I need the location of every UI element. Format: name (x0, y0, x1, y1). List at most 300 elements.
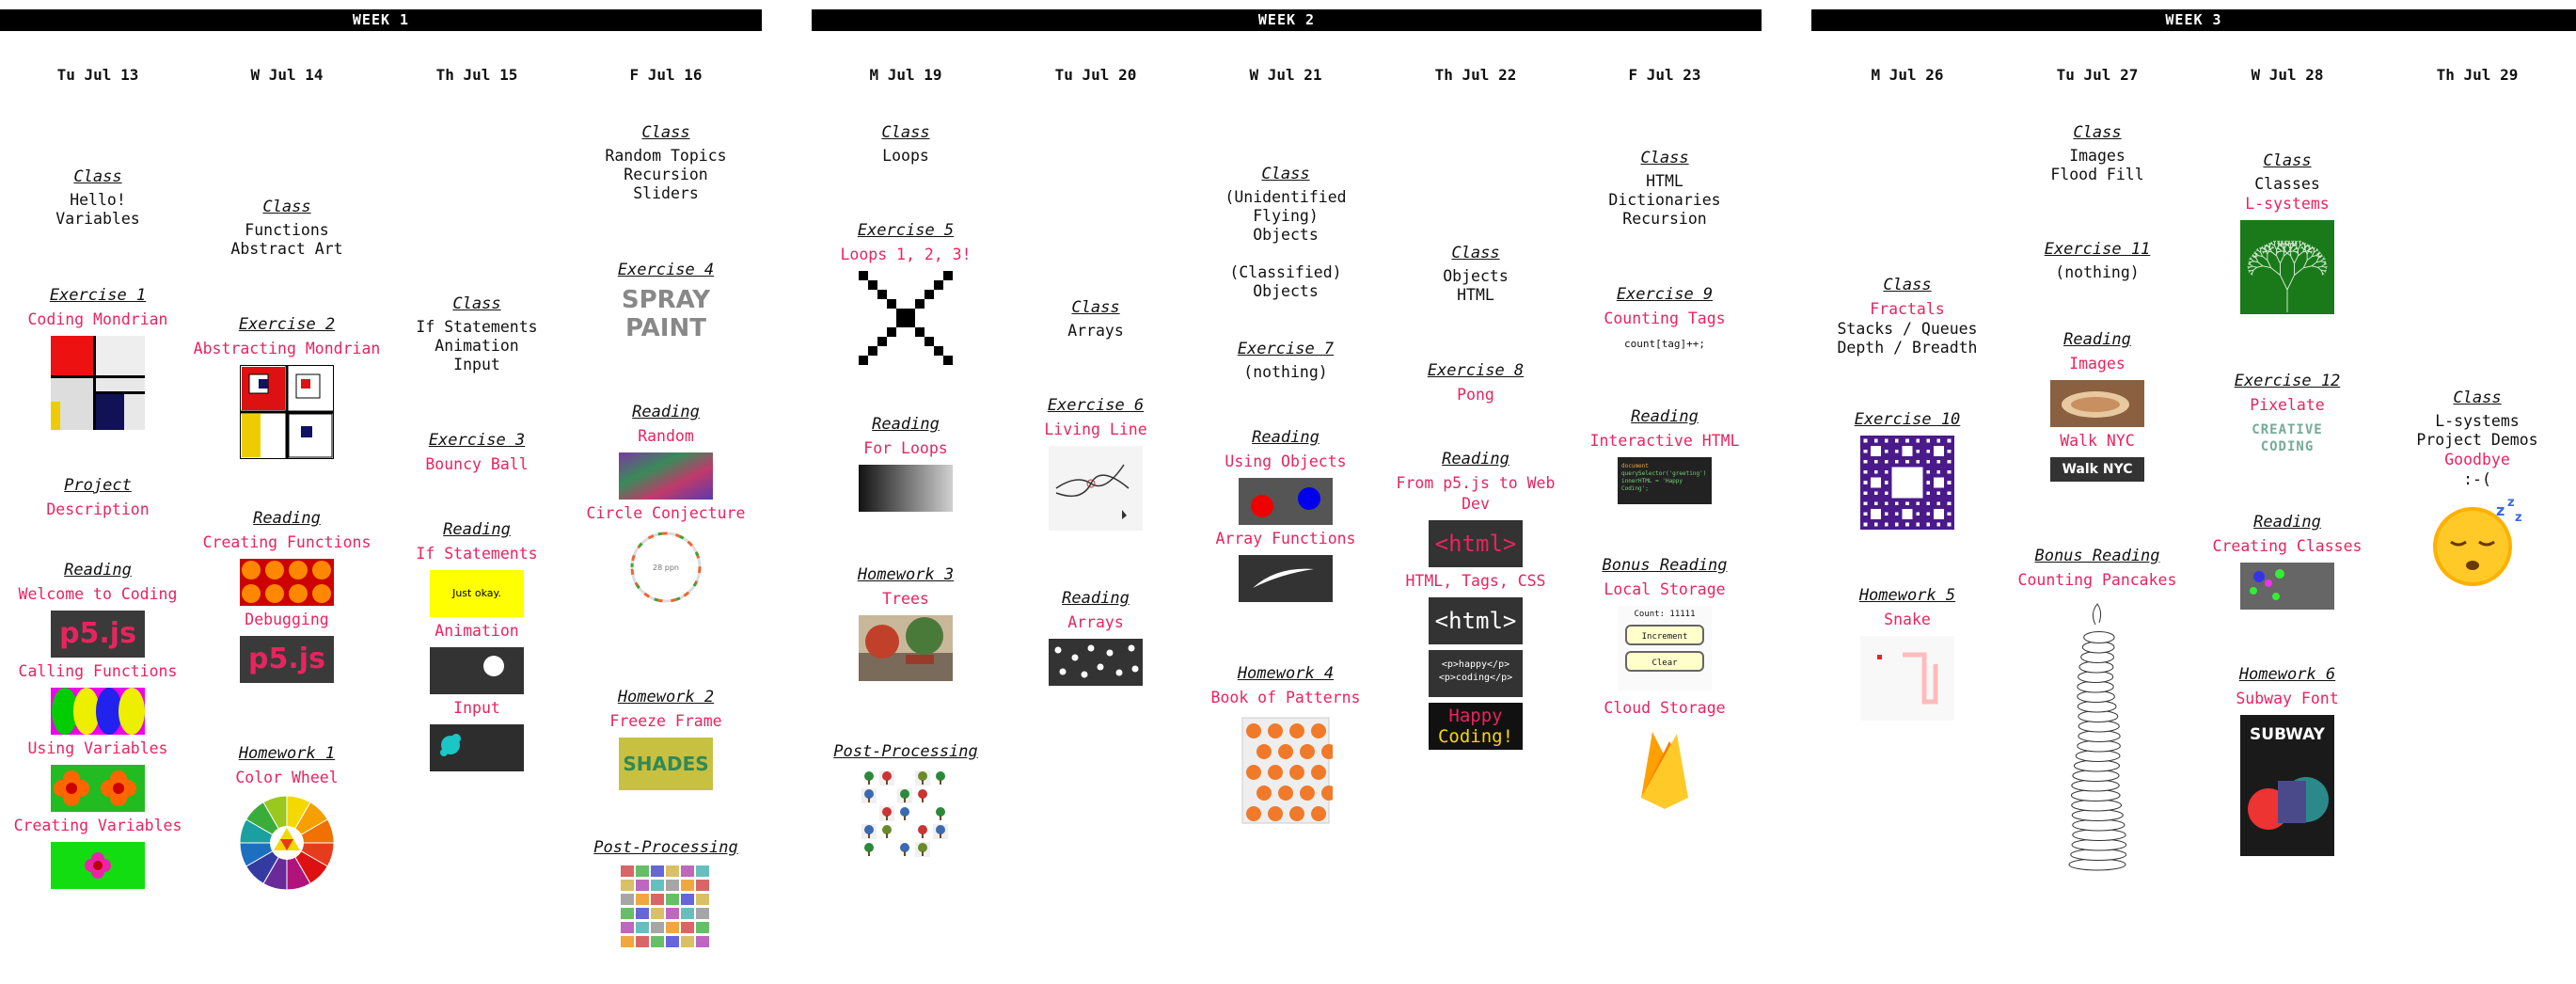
reading-block (812, 414, 1000, 512)
homework-block (2193, 664, 2381, 856)
happy-coding-thumbnail[interactable] (1429, 703, 1523, 750)
carpet-hole (1874, 523, 1878, 527)
stripe (943, 465, 945, 512)
branch (2271, 247, 2273, 248)
trees-photo-thumbnail[interactable] (859, 615, 953, 681)
carpet-hole (1905, 460, 1909, 464)
class-topic: Random Topics (605, 147, 727, 165)
class-link[interactable]: Class (881, 123, 930, 142)
walk-nyc-logo[interactable]: Walk NYC (2050, 457, 2144, 482)
exercise-block (1813, 409, 2001, 530)
svg-text:z: z (2507, 496, 2515, 510)
carpet-hole (1885, 491, 1889, 495)
spray-text: SPRAY (621, 286, 711, 314)
stripe (868, 465, 870, 512)
carpet-hole (1948, 481, 1952, 484)
pixelate-thumbnail[interactable] (2240, 421, 2334, 463)
homework-link[interactable]: Book of Patterns (1210, 689, 1361, 706)
class-link[interactable]: Class (262, 198, 311, 216)
stripe (889, 465, 891, 512)
tree-trunk (886, 816, 888, 820)
reading-link[interactable]: Using Objects (1225, 452, 1347, 470)
tree-crown (864, 825, 874, 834)
grid-cell (651, 894, 664, 905)
carpet-hole (1936, 439, 1940, 443)
reading-block (1382, 449, 1570, 750)
day-header: Th Jul 15 (435, 66, 518, 84)
exercise-link[interactable]: Coding Mondrian (27, 310, 168, 328)
class-link[interactable]: Class (2453, 389, 2502, 407)
stripe (883, 465, 885, 512)
reading-link[interactable]: Interactive HTML (1589, 432, 1740, 450)
class-link[interactable]: Class (452, 294, 501, 313)
class-topic: Input (453, 356, 500, 373)
pattern-dot (1246, 806, 1261, 821)
exercise-link[interactable]: Loops 1, 2, 3! (840, 246, 972, 263)
class-block (1571, 148, 1759, 229)
pattern-dot (1300, 786, 1315, 801)
tree-crown (918, 825, 927, 834)
carpet-hole (1948, 460, 1952, 464)
class-topic: Animation (435, 337, 519, 355)
class-link[interactable]: Class (1883, 276, 1932, 294)
class-topic: Recursion (624, 166, 708, 183)
branch (2262, 251, 2264, 252)
reading-link[interactable]: Creating Variables (13, 817, 182, 834)
stripe (885, 465, 887, 512)
exercise-heading: Exercise 8 (1427, 361, 1525, 380)
reading-link[interactable]: Images (2069, 355, 2126, 373)
stripe (877, 465, 879, 512)
tree-trunk (904, 798, 906, 802)
stripe (891, 465, 893, 512)
pattern-dot (1268, 723, 1283, 738)
pixel (906, 309, 915, 318)
pixel (896, 318, 906, 327)
reading-link[interactable]: Local Storage (1604, 580, 1726, 598)
class-link-lsystems[interactable]: L-systems (2245, 195, 2330, 213)
day-header: F Jul 23 (1628, 66, 1701, 84)
pixel (868, 280, 877, 290)
homework-heading: Homework 3 (857, 565, 955, 584)
day-header: M Jul 19 (869, 66, 942, 84)
class-link[interactable]: Class (1261, 165, 1310, 183)
stripe (906, 465, 908, 512)
p5js-logo[interactable]: p5.js (51, 611, 145, 658)
class-topic: Recursion (1622, 210, 1707, 228)
stripe (911, 465, 913, 512)
tree-crown (900, 843, 909, 852)
reading-link[interactable]: Welcome to Coding (18, 585, 178, 603)
carpet-hole (1926, 450, 1930, 453)
bonus-reading-heading: Bonus Reading (1602, 556, 1728, 575)
exercise-link[interactable]: Abstracting Mondrian (193, 340, 381, 357)
carpet-hole (1885, 501, 1889, 505)
happy-text: Happy (1448, 706, 1503, 726)
exercise-heading: Exercise 3 (428, 431, 526, 450)
stripe (932, 465, 934, 512)
carpet-hole (1864, 523, 1868, 527)
carpet-hole (1895, 512, 1899, 516)
class-topic: Arrays (1067, 322, 1124, 340)
subway-title: SUBWAY (2250, 725, 2325, 744)
tree-crown (900, 807, 909, 817)
class-link[interactable]: Class (1071, 298, 1120, 317)
carpet-hole (1916, 439, 1920, 443)
carpet-hole (1864, 501, 1868, 505)
exercise-block (1571, 284, 1759, 354)
homework-link[interactable]: Trees (882, 590, 929, 608)
exercise-block (4, 285, 192, 430)
reading-link[interactable]: Using Variables (27, 739, 168, 757)
pixel (915, 299, 925, 309)
stripe (940, 465, 941, 512)
stripe (874, 465, 876, 512)
homework-link[interactable]: Color Wheel (235, 769, 339, 786)
images-photo-thumbnail[interactable] (2050, 380, 2144, 427)
carpet-hole (1874, 460, 1878, 464)
code-line: querySelector('greeting') (1621, 470, 1707, 477)
lsystem-tree-thumbnail[interactable] (2240, 220, 2334, 314)
day-header: Tu Jul 20 (1054, 66, 1137, 84)
carpet-hole (1895, 523, 1899, 527)
class-topic: Dictionaries (1608, 191, 1721, 209)
reading-link[interactable]: Input (453, 699, 500, 717)
pixel (877, 337, 887, 346)
exercise-link[interactable]: Counting Tags (1604, 309, 1726, 327)
homework-heading: Homework 5 (1858, 586, 1956, 605)
stripe (909, 465, 911, 512)
circle-label: 28 ppn (653, 563, 679, 572)
grid-cell (681, 908, 694, 919)
count-label: Count: 11111 (1634, 610, 1696, 619)
class-topic: Objects (1253, 282, 1319, 300)
spray-text: PAINT (625, 314, 706, 342)
stripe (866, 465, 868, 512)
class-block (1382, 243, 1570, 305)
carpet-hole (1926, 481, 1930, 484)
pattern-dot (1289, 806, 1304, 821)
carpet-hole (1936, 470, 1940, 474)
pixel (896, 309, 906, 318)
reading-block (193, 508, 381, 683)
exercise-heading: Exercise 7 (1237, 340, 1335, 358)
pixel (887, 299, 896, 309)
code-line: <p>happy</p> (1441, 659, 1510, 670)
class-block (2193, 151, 2381, 314)
day-header: W Jul 21 (1249, 66, 1322, 84)
clear-button[interactable]: Clear (1625, 651, 1704, 672)
project-link[interactable]: Description (46, 500, 150, 518)
class-block (572, 122, 760, 203)
stripe (913, 465, 915, 512)
reading-heading: Reading (1062, 589, 1130, 608)
homework-heading: Homework 1 (238, 744, 336, 763)
carpet-hole (1948, 501, 1952, 505)
carpet-hole (1895, 501, 1899, 505)
reading-link[interactable]: Creating Classes (2212, 537, 2363, 555)
reading-heading: Reading (632, 403, 700, 421)
grid-cell (636, 894, 649, 905)
random-noise-thumbnail[interactable] (619, 452, 713, 500)
stripe (923, 465, 925, 512)
carpet-hole (1916, 501, 1920, 505)
exercise-heading: Exercise 5 (857, 221, 955, 240)
for-loops-thumbnail[interactable] (859, 465, 953, 512)
pattern-dot (1289, 723, 1304, 738)
tree-crown (918, 771, 927, 781)
abstract-mondrian-thumbnail[interactable] (240, 365, 334, 459)
pattern-dot (1278, 786, 1293, 801)
flowers-thumbnail[interactable] (51, 765, 145, 812)
input-thumbnail[interactable] (430, 724, 524, 771)
class-topic: Loops (882, 147, 929, 165)
class-link[interactable]: Class (1640, 149, 1689, 167)
branch (2323, 259, 2325, 260)
exercise-block (1192, 339, 1380, 382)
exercise-link[interactable]: Bouncy Ball (425, 455, 529, 473)
pancake-tower-thumbnail[interactable] (2041, 596, 2154, 879)
reading-link[interactable]: Arrays (1067, 613, 1124, 631)
sierpinski-carpet-thumbnail[interactable] (1860, 436, 1954, 530)
homework-block (572, 687, 760, 790)
stripe (904, 465, 906, 512)
stripe (936, 465, 938, 512)
day-header: F Jul 16 (629, 66, 703, 84)
bonus-reading-block (1571, 555, 1759, 809)
reading-link[interactable]: Random (638, 427, 694, 445)
freeze-frame-thumbnail[interactable]: SHADES (619, 738, 713, 790)
code-line: innerHTML = 'Happy Coding'; (1621, 478, 1683, 492)
grid-cell (621, 922, 634, 933)
color-wheel-thumbnail[interactable] (238, 794, 336, 892)
class-block (383, 294, 571, 374)
stripe (872, 465, 874, 512)
grid-cell (666, 908, 679, 919)
classes-balls-thumbnail[interactable] (2240, 563, 2334, 610)
just-okay-thumbnail[interactable]: Just okay. (430, 570, 524, 617)
class-topic: Functions (245, 221, 329, 239)
reading-heading: Reading (253, 509, 321, 528)
exercise-block (2193, 371, 2381, 463)
homework-link[interactable]: Subway Font (2236, 690, 2339, 707)
carpet-hole (1916, 512, 1920, 516)
carpet-hole (1902, 509, 1912, 519)
grid-cell (681, 922, 694, 933)
stripe (941, 465, 943, 512)
class-link[interactable]: Class (73, 167, 122, 186)
pattern-dot (1311, 723, 1326, 738)
stripe (893, 465, 894, 512)
pattern-dot (1246, 765, 1261, 780)
class-link[interactable]: Class (641, 123, 690, 142)
grid-cell (636, 865, 649, 877)
mondrian-thumbnail[interactable] (51, 336, 145, 430)
homework-link[interactable]: Snake (1884, 611, 1931, 628)
tree-crown (936, 825, 945, 834)
grid-cell (681, 894, 694, 905)
reading-link[interactable]: Walk NYC (2060, 432, 2135, 450)
carpet-hole (1895, 460, 1899, 464)
reading-block (572, 402, 760, 605)
exercise-heading: Exercise 10 (1854, 410, 1961, 429)
postprocessing-heading[interactable]: Post-Processing (833, 742, 978, 761)
day-header: W Jul 28 (2251, 66, 2324, 84)
reading-heading: Reading (1252, 428, 1320, 447)
carpet-hole (1936, 460, 1940, 464)
html-code-thumbnail[interactable] (1429, 650, 1523, 697)
stripe (919, 465, 921, 512)
carpet-hole (1926, 460, 1930, 464)
day-header: Tu Jul 13 (56, 66, 139, 84)
carpet-hole (1916, 460, 1920, 464)
exercise-block (1002, 395, 1190, 531)
reading-heading: Reading (1442, 450, 1509, 468)
carpet-hole (1905, 523, 1909, 527)
exercise-link[interactable]: Living Line (1044, 421, 1147, 438)
p5js-logo[interactable]: p5.js (240, 636, 334, 683)
pixel (934, 346, 943, 356)
carpet-hole (1885, 481, 1889, 484)
trees-grid-thumbnail[interactable] (859, 768, 953, 862)
reading-link[interactable]: Debugging (245, 611, 329, 628)
homework-link[interactable]: Freeze Frame (609, 712, 722, 730)
grid-cell (696, 922, 709, 933)
reading-heading: Reading (64, 561, 132, 579)
grid-cell (651, 908, 664, 919)
pattern-dot (1278, 744, 1293, 759)
grid-cell (666, 880, 679, 891)
homework-heading: Homework 2 (617, 688, 715, 706)
reading-link[interactable]: Cloud Storage (1604, 699, 1726, 717)
reading-link[interactable]: If Statements (416, 545, 538, 563)
exercise-text: (nothing) (2055, 263, 2140, 281)
exercise-block (1382, 360, 1570, 405)
exercise-block (812, 220, 1000, 365)
grid-cell (666, 922, 679, 933)
reading-link[interactable]: Counting Pancakes (2017, 571, 2177, 589)
class-link-fractals[interactable]: Fractals (1870, 300, 1945, 318)
exercise-link[interactable]: Pong (1457, 386, 1494, 404)
flower-thumbnail[interactable] (51, 842, 145, 889)
carpet-hole (1905, 501, 1909, 505)
exercise-block (572, 260, 760, 346)
arrays-dots-thumbnail[interactable] (1049, 639, 1143, 686)
pixel (943, 271, 953, 280)
class-block (193, 197, 381, 259)
carpet-hole (1864, 491, 1868, 495)
circle-conjecture-thumbnail[interactable] (628, 530, 703, 605)
carpet-hole (1874, 501, 1878, 505)
pixel (877, 290, 887, 299)
branch (2253, 256, 2255, 257)
day-header: M Jul 26 (1871, 66, 1944, 84)
class-topic: If Statements (416, 318, 538, 336)
reading-link[interactable]: Animation (435, 622, 519, 640)
postprocessing-grid-thumbnail[interactable] (619, 864, 713, 952)
exercise-heading: Exercise 1 (49, 286, 147, 305)
reading-link[interactable]: HTML, Tags, CSS (1405, 572, 1546, 590)
stripe (870, 465, 872, 512)
snake-thumbnail[interactable] (1860, 636, 1954, 721)
creative-text: CREATIVE (2252, 422, 2323, 437)
reading-link[interactable]: From p5.js to Web Dev (1396, 474, 1556, 513)
living-line-thumbnail[interactable] (1049, 446, 1143, 531)
tree-crown (864, 843, 874, 852)
carpet-hole (1885, 523, 1889, 527)
exercise-heading: Exercise 4 (617, 261, 715, 279)
reading-link[interactable]: Array Functions (1215, 530, 1356, 548)
carpet-hole (1895, 439, 1899, 443)
interactive-html-thumbnail[interactable] (1618, 457, 1712, 504)
html-tag-thumbnail[interactable]: <html> (1429, 597, 1523, 644)
goodbye-link[interactable]: Goodbye (2444, 451, 2510, 468)
stripe (881, 465, 883, 512)
branch (2324, 264, 2326, 265)
carpet-hole (1934, 446, 1944, 456)
class-link[interactable]: Class (2073, 123, 2122, 142)
reading-link[interactable]: Creating Functions (202, 533, 371, 551)
class-block (1813, 275, 2001, 357)
postprocessing-heading[interactable]: Post-Processing (593, 838, 738, 857)
reading-heading: Reading (2063, 330, 2131, 349)
exercise-heading: Exercise 11 (2044, 240, 2151, 259)
homework-heading: Homework 4 (1237, 664, 1335, 683)
pixel (859, 356, 868, 365)
loops-x-thumbnail[interactable] (859, 271, 953, 365)
reading-block (1002, 588, 1190, 686)
class-link[interactable]: Class (1451, 244, 1500, 262)
subway-font-poster-thumbnail[interactable] (2240, 715, 2334, 856)
tree-trunk (922, 851, 924, 856)
class-topic: Images (2069, 147, 2126, 165)
firebase-logo[interactable] (1632, 724, 1698, 809)
class-block (4, 167, 192, 229)
reading-link[interactable]: Calling Functions (18, 662, 178, 680)
color-circles-thumbnail[interactable] (51, 688, 145, 735)
class-block (1002, 297, 1190, 341)
local-storage-thumbnail[interactable] (1618, 606, 1712, 690)
objects-thumbnail[interactable] (1239, 478, 1333, 525)
increment-button[interactable]: Increment (1625, 625, 1704, 645)
class-link[interactable]: Class (2263, 151, 2312, 170)
branch (2248, 270, 2250, 271)
carpet-hole (1926, 491, 1930, 495)
reading-link[interactable]: Circle Conjecture (586, 504, 746, 522)
animation-thumbnail[interactable] (430, 647, 524, 694)
spray-paint-thumbnail[interactable] (619, 286, 713, 346)
exercise-heading: Exercise 2 (238, 315, 336, 334)
exercise-link[interactable]: Pixelate (2250, 396, 2325, 414)
circles-grid-thumbnail[interactable] (240, 559, 334, 606)
array-functions-thumbnail[interactable] (1239, 555, 1333, 602)
steam (2093, 604, 2100, 625)
stripe (876, 465, 877, 512)
tree-crown (936, 771, 945, 781)
pattern-dot (1311, 765, 1326, 780)
pattern-dot (1300, 744, 1315, 759)
exercise-heading: Exercise 12 (2234, 372, 2341, 390)
html-tag-thumbnail[interactable]: <html> (1429, 520, 1523, 567)
reading-link[interactable]: For Loops (863, 439, 948, 457)
class-topic: :-( (2463, 470, 2491, 488)
stripe (928, 465, 930, 512)
carpet-hole (1885, 450, 1889, 453)
branch (2321, 256, 2323, 257)
book-of-patterns-thumbnail[interactable] (1239, 714, 1333, 827)
bonus-reading-block (2003, 546, 2191, 879)
homework-block (1192, 663, 1380, 827)
